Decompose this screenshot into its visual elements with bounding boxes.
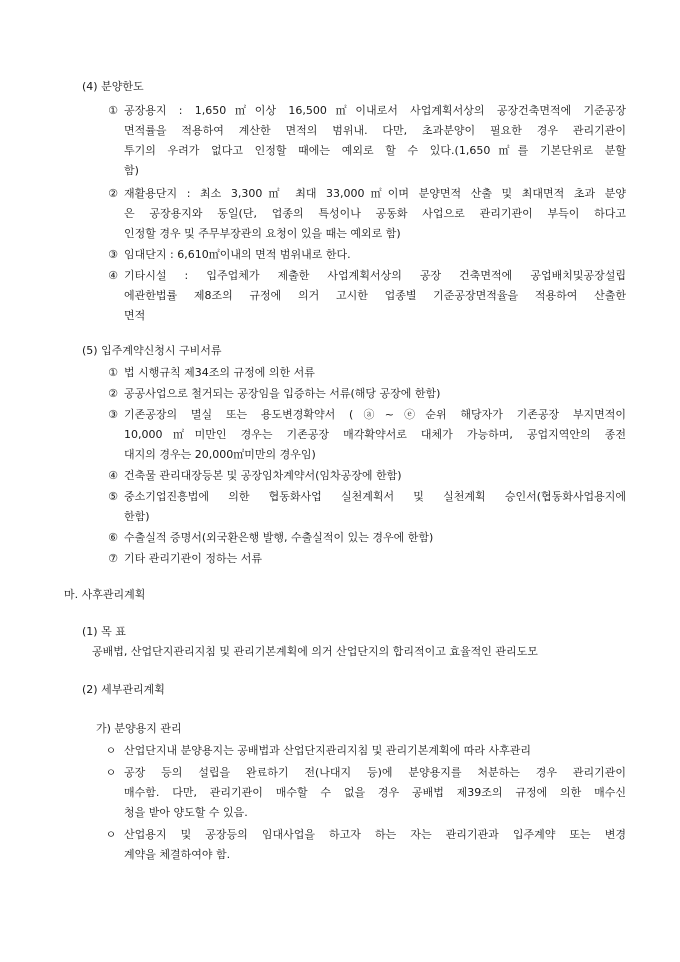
- s5-item5-line2: 한함): [124, 510, 150, 523]
- s5-item3-line1: 기존공장의 멸실 또는 용도변경확약서 (ⓐ~ⓔ순위 해당자가 기존공장 부지면적이: [124, 408, 626, 421]
- section-5-heading: (5) 입주계약신청시 구비서류: [82, 344, 222, 357]
- s5-item3-line3: 대지의 경우는 20,000㎡미만의 경우임): [124, 448, 316, 461]
- s4-item4-line2: 에관한법률 제8조의 규정에 의거 고시한 업종별 기준공장면적율을 적용하여 산출한: [124, 289, 626, 302]
- item-marker: ③: [108, 408, 118, 421]
- s4-item2-line3: 인정할 경우 및 주무부장관의 요청이 있을 때는 예외로 함): [124, 227, 401, 240]
- bullet1-line1: 산업단지내 분양용지는 공배법과 산업단지관리지침 및 관리기본계획에 따라 사후관리: [124, 744, 532, 757]
- sub1-text: 공배법, 산업단지관리지침 및 관리기본계획에 의거 산업단지의 합리적이고 효율적인 관리도모: [92, 645, 538, 658]
- bullet-marker: ㅇ: [105, 828, 117, 841]
- s5-item2-line1: 공공사업으로 철거되는 공장임을 입증하는 서류(해당 공장에 한함): [124, 387, 441, 400]
- bullet3-line2: 계약을 체결하여야 함.: [124, 848, 231, 861]
- s4-item4-line3: 면적: [124, 309, 146, 322]
- sub1-heading: (1) 목 표: [82, 625, 126, 638]
- s5-item3-line2: 10,000㎡미만인 경우는 기존공장 매각확약서로 대체가 가능하며, 공업지역안의 종전: [124, 428, 626, 441]
- bullet3-line1: 산업용지 및 공장등의 임대사업을 하고자 하는 자는 관리기관과 입주계약 또는 변경: [124, 828, 626, 841]
- s4-item3-line1: 임대단지 : 6,610㎡이내의 면적 범위내로 한다.: [124, 248, 351, 261]
- s4-item1-line4: 함): [124, 164, 139, 177]
- s5-item7-line1: 기타 관리기관이 정하는 서류: [124, 552, 263, 565]
- item-marker: ⑦: [108, 552, 118, 565]
- item-marker: ②: [108, 187, 118, 200]
- s4-item4-line1: 기타시설 : 입주업체가 제출한 사업계획서상의 공장 건축면적에 공업배치및공장설립: [124, 269, 626, 282]
- item-marker: ④: [108, 269, 118, 282]
- item-marker: ⑥: [108, 531, 118, 544]
- ga-heading: 가) 분양용지 관리: [96, 722, 182, 735]
- s5-item6-line1: 수출실적 증명서(외국환은행 발행, 수출실적이 있는 경우에 한함): [124, 531, 434, 544]
- section-4-heading: (4) 분양한도: [82, 80, 144, 93]
- s5-item5-line1: 중소기업진흥법에 의한 협동화사업 실천계획서 및 실천계획 승인서(협동화사업용지에: [124, 490, 626, 503]
- bullet-marker: ㅇ: [105, 766, 117, 779]
- item-marker: ①: [108, 104, 118, 117]
- section-ma-heading: 마. 사후관리계획: [64, 588, 146, 601]
- bullet-marker: ㅇ: [105, 744, 117, 757]
- s5-item4-line1: 건축물 관리대장등본 및 공장임차계약서(임차공장에 한함): [124, 469, 402, 482]
- bullet2-line3: 청을 받아 양도할 수 있음.: [124, 806, 248, 819]
- item-marker: ②: [108, 387, 118, 400]
- s4-item1-line2: 면적률을 적용하여 계산한 면적의 범위내. 다만, 초과분양이 필요한 경우 관리기관이: [124, 124, 626, 137]
- bullet2-line1: 공장 등의 설립을 완료하기 전(나대지 등)에 분양용지를 처분하는 경우 관리기관이: [124, 766, 626, 779]
- s5-item1-line1: 법 시행규칙 제34조의 규정에 의한 서류: [124, 366, 315, 379]
- s4-item2-line1: 재활용단지 : 최소 3,300㎡ 최대 33,000㎡이며 분양면적 산출 및 최대면적 초과 분양: [124, 187, 626, 200]
- bullet2-line2: 매수함. 다만, 관리기관이 매수할 수 없을 경우 공배법 제39조의 규정에 의한 매수신: [124, 786, 626, 799]
- s4-item1-line1: 공장용지 : 1,650㎡이상 16,500㎡이내로서 사업계획서상의 공장건축면적에 기준공장: [124, 104, 626, 117]
- item-marker: ⑤: [108, 490, 118, 503]
- item-marker: ④: [108, 469, 118, 482]
- s4-item2-line2: 은 공장용지와 동일(단, 업종의 특성이나 공동화 사업으로 관리기관이 부득이 하다고: [124, 207, 626, 220]
- item-marker: ③: [108, 248, 118, 261]
- sub2-heading: (2) 세부관리계획: [82, 683, 165, 696]
- s4-item1-line3: 투기의 우려가 없다고 인정할 때에는 예외로 할 수 있다.(1,650㎡를 기본단위로 분할: [124, 144, 626, 157]
- item-marker: ①: [108, 366, 118, 379]
